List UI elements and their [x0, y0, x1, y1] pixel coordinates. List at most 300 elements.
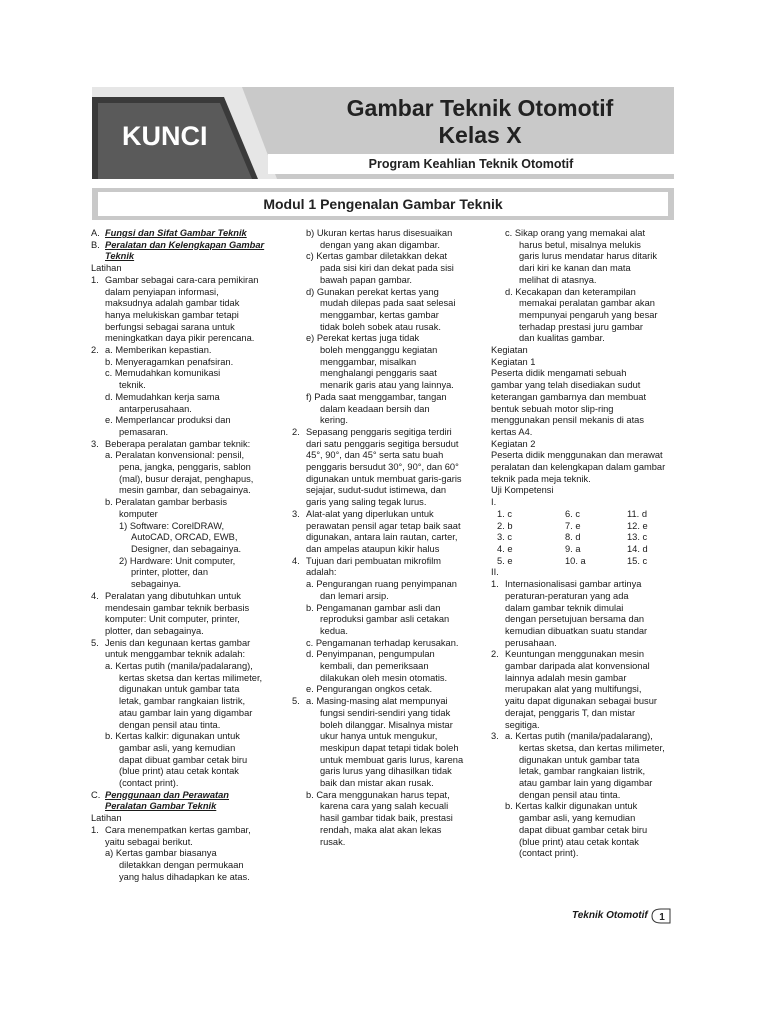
item-text: atau gambar lain yang digambar	[119, 707, 253, 718]
item-text: merupakan alat yang multifungsi,	[505, 684, 642, 695]
item-text: baik dan mistar akan rusak.	[320, 778, 434, 789]
answer-cell: 4. e	[497, 543, 513, 554]
text-line	[91, 661, 283, 673]
item-text: peralatan dan kelengkapan dalam gambar	[491, 462, 666, 473]
text-line	[491, 474, 677, 486]
text-line	[292, 661, 478, 673]
answer-row	[491, 556, 677, 568]
item-text: Beberapa peralatan gambar teknik:	[105, 438, 251, 449]
answer-cell: 2. b	[497, 520, 513, 531]
item-number: 3.	[292, 508, 300, 519]
item-text: Latihan	[91, 263, 122, 274]
text-line	[491, 310, 677, 322]
text-line	[491, 591, 677, 603]
text-line	[292, 731, 478, 743]
text-line	[91, 778, 283, 790]
item-text: b. Pengamanan gambar asli dan	[306, 602, 441, 613]
item-text: kertas A4.	[491, 426, 533, 437]
answer-cell: 5. e	[497, 555, 513, 566]
text-line	[292, 638, 478, 650]
text-line	[91, 368, 283, 380]
item-text: pena, jangka, penggaris, sablon	[119, 462, 251, 473]
text-line	[292, 755, 478, 767]
text-line	[91, 333, 283, 345]
item-text: dalam gambar teknik dimulai	[505, 602, 624, 613]
item-text: d. Memudahkan kerja sama	[105, 391, 220, 402]
text-line	[491, 275, 677, 287]
item-text: a. Pengurangan ruang penyimpanan	[306, 579, 457, 590]
text-line	[292, 556, 478, 568]
item-text: Jenis dan kegunaan kertas gambar	[105, 637, 251, 648]
text-line	[491, 357, 677, 369]
text-line	[491, 708, 677, 720]
text-line	[91, 532, 283, 544]
item-text: Kegiatan 2	[491, 438, 536, 449]
text-line	[491, 251, 677, 263]
text-line	[292, 497, 478, 509]
item-text: bentuk sebuah motor slip-ring	[491, 403, 614, 414]
text-line	[491, 626, 677, 638]
text-line	[292, 603, 478, 615]
text-line	[491, 825, 677, 837]
text-line	[91, 684, 283, 696]
text-line	[91, 708, 283, 720]
text-line	[491, 720, 677, 732]
item-text: mempunyai pengaruh yang besar	[519, 309, 658, 320]
item-text: gambar asli, yang kemudian	[519, 813, 636, 824]
item-text: meskipun dapat tetapi tidak boleh	[320, 742, 459, 753]
text-line	[91, 766, 283, 778]
text-line	[292, 380, 478, 392]
item-text: digunakan untuk gambar tata	[519, 754, 640, 765]
text-line	[491, 287, 677, 299]
text-line	[91, 813, 283, 825]
column-3	[491, 228, 677, 860]
item-text: pada sisi kiri dan dekat pada sisi	[320, 263, 454, 274]
item-text: hasil gambar tidak baik, prestasi	[320, 813, 453, 824]
text-line	[91, 649, 283, 661]
item-text: teknik pada meja teknik.	[491, 473, 591, 484]
item-text: boleh dilanggar. Misalnya mistar	[320, 719, 453, 730]
item-number: 1.	[91, 824, 99, 835]
item-text: gambar asli, yang kemudian	[119, 742, 236, 753]
answer-cell: 11. d	[627, 508, 647, 519]
item-text: menghalangi penggaris saat	[320, 368, 437, 379]
answer-cell: 1. c	[497, 508, 512, 519]
item-text: gambar yang telah disediakan sudut	[491, 380, 641, 391]
answer-row	[491, 509, 677, 521]
text-line	[91, 872, 283, 884]
item-text: a. Memberikan kepastian.	[105, 345, 212, 356]
item-text: derajat, penggaris T, dan mistar	[505, 707, 636, 718]
text-line	[91, 848, 283, 860]
item-text: komputer	[119, 508, 158, 519]
item-text: Keuntungan menggunakan mesin	[505, 649, 645, 660]
item-text: mesin gambar, dan sebagainya.	[119, 485, 251, 496]
item-text: mudah dilepas pada saat selesai	[320, 298, 456, 309]
text-line	[91, 485, 283, 497]
text-line	[292, 485, 478, 497]
item-text: penggaris bersudut 30°, 90°, dan 60°	[306, 462, 459, 473]
item-text: Gambar sebagai cara-cara pemikiran	[105, 274, 259, 285]
item-text: c. Sikap orang yang memakai alat	[505, 228, 646, 238]
text-line	[292, 708, 478, 720]
text-line	[292, 404, 478, 416]
item-text: menarik garis atau yang lainnya.	[320, 380, 454, 391]
text-line	[292, 579, 478, 591]
item-text: kertas sketsa, dan kertas milimeter,	[519, 742, 665, 753]
text-line	[491, 368, 677, 380]
text-line	[91, 556, 283, 568]
text-line	[292, 720, 478, 732]
text-line	[91, 322, 283, 334]
item-text: b. Kertas kalkir: digunakan untuk	[105, 731, 240, 742]
item-text: (contact print).	[519, 848, 579, 859]
item-text: Peralatan Gambar Teknik	[105, 801, 217, 812]
text-line	[491, 696, 677, 708]
text-line	[491, 333, 677, 345]
answer-cell: 10. a	[565, 555, 586, 566]
text-line	[491, 380, 677, 392]
text-line	[292, 228, 478, 240]
text-line	[292, 450, 478, 462]
item-text: peraturan-peraturan yang ada	[505, 590, 629, 601]
text-line	[91, 860, 283, 872]
item-number: 1.	[91, 274, 99, 285]
item-number: 2.	[91, 345, 99, 356]
item-text: karena cara yang salah kecuali	[320, 801, 449, 812]
item-text: dan lemari arsip.	[320, 590, 389, 601]
item-text: kemudian dibuatkan suatu standar	[505, 625, 648, 636]
text-line	[292, 614, 478, 626]
item-number: B.	[91, 239, 100, 250]
item-text: menggambar, misalkan	[320, 356, 417, 367]
item-text: terhadap prestasi juru gambar	[519, 321, 644, 332]
item-text: (blue print) atau cetak kontak	[519, 836, 639, 847]
item-text: kering.	[320, 415, 348, 426]
item-text: memakai peralatan gambar akan	[519, 298, 655, 309]
item-text: dan ampelas ataupun kikir halus	[306, 543, 440, 554]
item-text: kembali, dan pemeriksaan	[320, 661, 429, 672]
text-line	[91, 357, 283, 369]
item-text: kertas sketsa dan kertas milimeter,	[119, 672, 263, 683]
text-line	[491, 649, 677, 661]
item-text: Cara menempatkan kertas gambar,	[105, 824, 251, 835]
item-text: dalam penyiapan informasi,	[105, 286, 219, 297]
kunci-text: KUNCI	[122, 121, 208, 151]
item-text: letak, gambar rangkaian listrik,	[519, 766, 646, 777]
text-line	[91, 743, 283, 755]
item-text: dengan persetujuan bersama dan	[505, 614, 645, 625]
text-line	[292, 825, 478, 837]
text-line	[91, 567, 283, 579]
text-line	[491, 743, 677, 755]
text-line	[91, 263, 283, 275]
item-text: (contact print).	[119, 778, 179, 789]
item-number: 4.	[91, 590, 99, 601]
item-text: digunakan untuk gambar tata	[119, 684, 240, 695]
text-line	[292, 837, 478, 849]
item-text: d) Gunakan perekat kertas yang	[306, 286, 439, 297]
item-text: atau gambar lain yang digambar	[519, 778, 653, 789]
text-line	[491, 427, 677, 439]
text-line	[491, 497, 677, 509]
item-text: yaitu sebagai berikut.	[105, 836, 193, 847]
item-number: 2.	[491, 649, 499, 660]
item-text: keterangan gambarnya dan membuat	[491, 391, 647, 402]
text-line	[292, 275, 478, 287]
text-line	[292, 263, 478, 275]
text-line	[491, 462, 677, 474]
item-text: Peserta didik mengamati sebuah	[491, 368, 627, 379]
item-text: a. Kertas putih (manila/padalarang),	[105, 661, 253, 672]
text-line	[91, 731, 283, 743]
text-line	[91, 380, 283, 392]
text-line	[491, 228, 677, 240]
item-text: garis lurus yang dihasilkan tidak	[320, 766, 452, 777]
item-text: lainnya adalah mesin gambar	[505, 672, 627, 683]
text-line	[292, 626, 478, 638]
text-line	[91, 696, 283, 708]
item-text: menggambar, kertas gambar	[320, 309, 439, 320]
item-text: Latihan	[91, 813, 122, 824]
item-number: 5.	[292, 696, 300, 707]
item-text: b. Peralatan gambar berbasis	[105, 497, 227, 508]
text-line	[491, 766, 677, 778]
item-text: yang halus dihadapkan ke atas.	[119, 871, 250, 882]
text-line	[91, 439, 283, 451]
item-text: Penggunaan dan Perawatan	[105, 789, 229, 800]
text-line	[491, 661, 677, 673]
item-number: A.	[91, 228, 100, 238]
text-line	[491, 790, 677, 802]
item-text: I.	[491, 497, 497, 508]
item-text: dilakukan oleh mesin otomatis.	[320, 672, 448, 683]
item-text: Internasionalisasi gambar artinya	[505, 579, 642, 590]
item-text: boleh mengganggu kegiatan	[320, 345, 438, 356]
item-text: mendesain gambar teknik berbasis	[105, 602, 250, 613]
text-line	[292, 790, 478, 802]
text-line	[91, 310, 283, 322]
text-line	[491, 450, 677, 462]
item-text: bawah papan gambar.	[320, 274, 413, 285]
text-line	[491, 778, 677, 790]
item-text: printer, plotter, dan	[131, 567, 209, 578]
answer-cell: 8. d	[565, 532, 581, 543]
item-text: f) Pada saat menggambar, tangan	[306, 391, 447, 402]
text-line	[491, 485, 677, 497]
item-text: letak, gambar rangkaian listrik,	[119, 696, 246, 707]
item-text: dalam keadaan bersih dan	[320, 403, 430, 414]
text-line	[292, 462, 478, 474]
item-text: diletakkan dengan permukaan	[119, 859, 244, 870]
text-line	[91, 801, 283, 813]
page-number	[650, 908, 672, 924]
text-line	[491, 813, 677, 825]
item-text: d. Penyimpanan, pengumpulan	[306, 649, 435, 660]
text-line	[292, 392, 478, 404]
answer-row	[491, 544, 677, 556]
item-text: berfungsi sebagai sarana untuk	[105, 321, 235, 332]
text-line	[91, 497, 283, 509]
item-text: Fungsi dan Sifat Gambar Teknik	[105, 228, 247, 238]
item-text: 2) Hardware: Unit computer,	[119, 555, 236, 566]
answer-cell: 13. c	[627, 532, 648, 543]
text-line	[491, 240, 677, 252]
item-text: 45°, 90°, dan 45° serta satu buah	[306, 450, 444, 461]
item-text: Peralatan yang dibutuhkan untuk	[105, 590, 241, 601]
text-line	[491, 298, 677, 310]
item-text: garis lurus mendatar harus ditarik	[519, 251, 657, 262]
item-text: (mal), busur derajat, penghapus,	[119, 473, 254, 484]
text-line	[292, 322, 478, 334]
text-line	[292, 251, 478, 263]
text-line	[292, 310, 478, 322]
text-line	[91, 450, 283, 462]
item-number: 2.	[292, 426, 300, 437]
text-line	[491, 263, 677, 275]
text-line	[91, 392, 283, 404]
text-line	[491, 848, 677, 860]
item-text: b. Menyeragamkan penafsiran.	[105, 356, 234, 367]
item-text: sebagainya.	[131, 579, 182, 590]
answer-cell: 3. c	[497, 532, 512, 543]
text-line	[91, 720, 283, 732]
text-line	[292, 357, 478, 369]
item-number: 3.	[91, 438, 99, 449]
item-text: teknik.	[119, 380, 146, 391]
item-text: a) Kertas gambar biasanya	[105, 848, 217, 859]
text-line	[292, 532, 478, 544]
item-text: kedua.	[320, 625, 348, 636]
item-number: 5.	[91, 637, 99, 648]
item-text: dari kiri ke kanan dan mata	[519, 263, 631, 274]
text-line	[91, 427, 283, 439]
text-line	[91, 755, 283, 767]
item-text: antarperusahaan.	[119, 403, 192, 414]
item-text: dengan pensil atau tinta.	[519, 789, 621, 800]
answer-cell: 12. e	[627, 520, 648, 531]
answer-cell: 15. c	[627, 555, 648, 566]
text-line	[292, 649, 478, 661]
text-line	[292, 333, 478, 345]
item-text: Alat-alat yang diperlukan untuk	[306, 508, 434, 519]
text-line	[91, 825, 283, 837]
text-line	[491, 439, 677, 451]
item-text: dengan pensil atau tinta.	[119, 719, 221, 730]
text-line	[91, 591, 283, 603]
text-line	[91, 626, 283, 638]
title-line-1: Gambar Teknik Otomotif	[346, 95, 614, 121]
text-line	[91, 275, 283, 287]
item-number: 4.	[292, 555, 300, 566]
item-text: maksudnya adalah gambar tidak	[105, 298, 240, 309]
item-text: Kegiatan 1	[491, 356, 536, 367]
item-text: digunakan, antara lain rautan, carter,	[306, 532, 458, 543]
text-line	[491, 638, 677, 650]
text-line	[292, 474, 478, 486]
item-text: Designer, dan sebagainya.	[131, 543, 242, 554]
item-number: 1.	[491, 579, 499, 590]
item-text: meningkatkan daya pikir perencana.	[105, 333, 255, 344]
item-text: reproduksi gambar asli cetakan	[320, 614, 450, 625]
answer-row	[491, 532, 677, 544]
text-line	[292, 427, 478, 439]
svg-text:1: 1	[659, 912, 665, 923]
text-line	[491, 415, 677, 427]
item-text: Tujuan dari pembuatan mikrofilm	[306, 555, 442, 566]
item-number: C.	[91, 789, 101, 800]
program-label: Program Keahlian Teknik Otomotif	[268, 154, 674, 174]
text-line	[292, 439, 478, 451]
text-line	[91, 673, 283, 685]
text-line	[292, 287, 478, 299]
item-text: menggunakan pensil mekanis di atas	[491, 415, 644, 426]
module-title: Modul 1 Pengenalan Gambar Teknik	[98, 192, 668, 216]
item-text: fungsi sendiri-sendiri yang tidak	[320, 707, 451, 718]
text-line	[91, 579, 283, 591]
item-text: melihat di atasnya.	[519, 274, 597, 285]
item-text: 1) Software: CorelDRAW,	[119, 520, 225, 531]
text-line	[91, 603, 283, 615]
item-text: dapat dibuat gambar cetak biru	[119, 754, 248, 765]
item-text: b) Ukuran kertas harus disesuaikan	[306, 228, 453, 238]
text-line	[91, 474, 283, 486]
text-line	[91, 228, 283, 240]
text-line	[91, 614, 283, 626]
item-text: Sepasang penggaris segitiga terdiri	[306, 426, 452, 437]
text-line	[91, 509, 283, 521]
text-line	[292, 509, 478, 521]
item-text: tidak boleh sobek atau rusak.	[320, 321, 441, 332]
text-line	[491, 801, 677, 813]
text-line	[292, 368, 478, 380]
text-line	[292, 743, 478, 755]
item-text: e. Memperlancar produksi dan	[105, 415, 231, 426]
item-text: untuk membuat garis lurus, karena	[320, 754, 464, 765]
text-line	[292, 766, 478, 778]
item-text: c. Pengamanan terhadap kerusakan.	[306, 637, 459, 648]
footer-label: Teknik Otomotif	[572, 910, 648, 921]
text-line	[292, 240, 478, 252]
answer-key-grid	[491, 509, 677, 568]
item-text: dari satu penggaris segitiga bersudut	[306, 438, 459, 449]
item-text: adalah:	[306, 567, 337, 578]
text-line	[292, 684, 478, 696]
item-text: e) Perekat kertas juga tidak	[306, 333, 420, 344]
text-line	[491, 684, 677, 696]
item-text: d. Kecakapan dan keterampilan	[505, 286, 636, 297]
item-text: b. Kertas kalkir digunakan untuk	[505, 801, 638, 812]
text-line	[91, 837, 283, 849]
answer-cell: 7. e	[565, 520, 581, 531]
text-line	[91, 544, 283, 556]
item-text: untuk menggambar teknik adalah:	[105, 649, 246, 660]
text-line	[91, 251, 283, 263]
text-line	[292, 298, 478, 310]
item-text: dan kualitas gambar.	[519, 333, 605, 344]
text-line	[292, 544, 478, 556]
text-line	[491, 673, 677, 685]
book-title	[290, 95, 670, 149]
text-line	[491, 345, 677, 357]
text-line	[292, 345, 478, 357]
item-text: segitiga.	[505, 719, 540, 730]
text-line	[491, 567, 677, 579]
text-line	[491, 579, 677, 591]
text-line	[91, 298, 283, 310]
item-text: plotter, dan sebagainya.	[105, 625, 204, 636]
